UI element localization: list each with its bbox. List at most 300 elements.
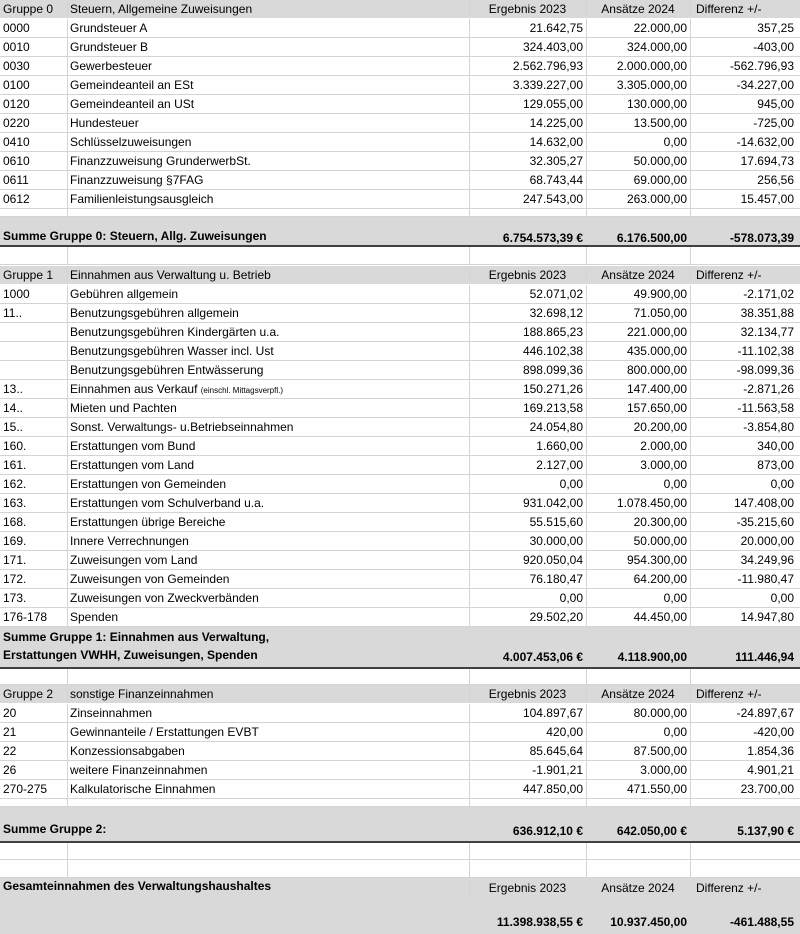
sum-plan[interactable]: 6.176.500,00 [616, 231, 687, 245]
cell-plan[interactable]: 0,00 [663, 591, 687, 605]
row-label-text: Innere Verrechnungen [70, 534, 189, 548]
table-row [0, 494, 800, 513]
grid-line [690, 456, 691, 474]
grid-line [469, 38, 470, 56]
cell-diff[interactable]: 945,00 [757, 97, 794, 111]
grid-line [586, 76, 587, 94]
grid-line [67, 513, 68, 531]
row-code[interactable]: 15.. [3, 420, 24, 434]
grid-line [586, 513, 587, 531]
cell-diff[interactable]: -11.102,38 [737, 344, 794, 358]
row-code[interactable]: 163. [3, 496, 27, 510]
row-label[interactable] [67, 742, 469, 760]
grid-line [67, 780, 68, 798]
column-header-plan[interactable]: Ansätze 2024 [601, 2, 675, 16]
cell-result[interactable]: 898.099,36 [522, 363, 583, 377]
cell-diff[interactable]: 147.408,00 [733, 496, 794, 510]
column-header-diff[interactable]: Differenz +/- [696, 268, 762, 282]
table-row [0, 342, 800, 361]
grid-line [586, 843, 587, 859]
grid-line [586, 95, 587, 113]
row-label[interactable] [67, 323, 469, 341]
cell-diff[interactable]: 0,00 [770, 591, 794, 605]
row-label[interactable] [67, 285, 469, 303]
sum-result[interactable]: 6.754.573,39 € [502, 231, 583, 245]
row-label[interactable] [67, 475, 469, 493]
row-label[interactable] [67, 589, 469, 607]
group-code-header[interactable]: Gruppe 0 [3, 2, 54, 16]
cell-plan[interactable]: 471.550,00 [626, 782, 687, 796]
total-result[interactable]: 11.398.938,55 € [496, 915, 583, 929]
row-label-text: Erstattungen vom Land [70, 458, 195, 472]
grid-line [469, 437, 470, 455]
cell-diff[interactable]: -11.980,47 [737, 572, 794, 586]
row-code[interactable]: 26 [3, 763, 17, 777]
empty-row [0, 843, 800, 860]
cell-diff[interactable]: -98.099,36 [736, 363, 794, 377]
sum-label-line-1: Summe Gruppe 1: Einnahmen aus Verwaltung, [3, 630, 270, 644]
table-row [0, 761, 800, 780]
cell-result[interactable]: 29.502,20 [529, 610, 583, 624]
cell-result[interactable]: 0,00 [559, 477, 583, 491]
table-row [0, 780, 800, 799]
row-label[interactable] [67, 456, 469, 474]
grid-line [469, 780, 470, 798]
grid-line [690, 799, 691, 806]
row-code[interactable]: 172. [3, 572, 27, 586]
cell-plan[interactable]: 20.200,00 [633, 420, 687, 434]
grid-line [67, 494, 68, 512]
row-code[interactable]: 168. [3, 515, 27, 529]
row-code[interactable]: 161. [3, 458, 27, 472]
sum-diff[interactable]: -578.073,39 [729, 231, 794, 245]
grid-line [469, 475, 470, 493]
row-label[interactable] [67, 190, 469, 208]
row-code[interactable]: 162. [3, 477, 27, 491]
group-code-header[interactable]: Gruppe 2 [3, 687, 54, 701]
cell-result[interactable]: 920.050,04 [522, 553, 583, 567]
sum-result[interactable]: 636.912,10 € [512, 824, 583, 838]
grid-line [67, 532, 68, 550]
grid-line [469, 761, 470, 779]
cell-diff[interactable]: 0,00 [770, 477, 794, 491]
table-row [0, 399, 800, 418]
grid-line [586, 608, 587, 626]
row-code[interactable] [0, 361, 67, 379]
cell-plan[interactable]: 221.000,00 [626, 325, 687, 339]
cell-plan[interactable]: 44.450,00 [633, 610, 687, 624]
cell-result[interactable]: 169.213,58 [522, 401, 583, 415]
grid-line [67, 742, 68, 760]
row-label[interactable] [67, 304, 469, 322]
table-row [0, 57, 800, 76]
cell-result[interactable]: 2.127,00 [536, 458, 583, 472]
row-code[interactable]: 173. [3, 591, 27, 605]
cell-diff[interactable]: 38.351,88 [740, 306, 794, 320]
row-code[interactable]: 0030 [3, 59, 30, 73]
row-code[interactable]: 22 [3, 744, 17, 758]
row-label[interactable] [67, 76, 469, 94]
cell-diff[interactable]: -562.796,93 [729, 59, 794, 73]
cell-diff[interactable]: 340,00 [757, 439, 794, 453]
cell-diff[interactable]: 34.249,96 [740, 553, 794, 567]
cell-result[interactable]: 32.305,27 [529, 154, 583, 168]
grid-line [469, 247, 470, 264]
cell-result[interactable]: 447.850,00 [522, 782, 583, 796]
grid-line [469, 570, 470, 588]
row-code[interactable]: 160. [3, 439, 27, 453]
cell-result[interactable]: 188.865,23 [522, 325, 583, 339]
total-diff[interactable]: -461.488,55 [729, 915, 794, 929]
cell-plan[interactable]: 3.000,00 [640, 763, 687, 777]
row-label[interactable] [67, 95, 469, 113]
cell-plan[interactable]: 3.000,00 [640, 458, 687, 472]
cell-plan[interactable]: 80.000,00 [633, 706, 687, 720]
cell-diff[interactable]: -34.227,00 [736, 78, 794, 92]
grid-line [586, 494, 587, 512]
row-label[interactable] [67, 608, 469, 626]
grid-line [586, 437, 587, 455]
row-label[interactable] [67, 38, 469, 56]
table-row [0, 361, 800, 380]
cell-result[interactable]: 14.632,00 [529, 135, 583, 149]
row-label[interactable] [67, 133, 469, 151]
table-row [0, 95, 800, 114]
cell-diff[interactable]: 873,00 [757, 458, 794, 472]
grid-line [469, 95, 470, 113]
row-label[interactable] [67, 570, 469, 588]
grid-line [469, 685, 470, 703]
row-label[interactable] [67, 704, 469, 722]
grid-line [690, 0, 691, 18]
grid-line [586, 551, 587, 569]
group-title-header[interactable]: Einnahmen aus Verwaltung u. Betrieb [70, 268, 271, 282]
cell-plan[interactable]: 3.305.000,00 [616, 78, 687, 92]
cell-result[interactable]: 931.042,00 [522, 496, 583, 510]
sum-diff[interactable]: 111.446,94 [735, 650, 794, 664]
column-header-plan[interactable]: Ansätze 2024 [601, 687, 675, 701]
cell-plan[interactable]: 954.300,00 [626, 553, 687, 567]
cell-plan[interactable]: 130.000,00 [626, 97, 687, 111]
cell-diff[interactable]: 23.700,00 [740, 782, 794, 796]
cell-diff[interactable]: -3.854,80 [743, 420, 794, 434]
column-header-result[interactable]: Ergebnis 2023 [488, 2, 567, 16]
cell-diff[interactable]: 32.134,77 [740, 325, 794, 339]
row-label-text: Familienleistungsausgleich [70, 192, 214, 206]
row-label[interactable] [67, 723, 469, 741]
cell-diff[interactable]: -2.871,26 [743, 382, 794, 396]
cell-plan[interactable]: 2.000,00 [640, 439, 687, 453]
cell-plan[interactable]: 87.500,00 [633, 744, 687, 758]
grid-line [67, 475, 68, 493]
grid-line [586, 704, 587, 722]
grid-line [586, 669, 587, 684]
grid-line [469, 342, 470, 360]
cell-plan[interactable]: 71.050,00 [633, 306, 687, 320]
row-label[interactable] [67, 513, 469, 531]
table-row [0, 38, 800, 57]
row-label[interactable] [67, 780, 469, 798]
cell-result[interactable]: 0,00 [559, 591, 583, 605]
row-code[interactable]: 270-275 [3, 782, 48, 796]
cell-result[interactable]: 324.403,00 [522, 40, 583, 54]
grid-line [469, 361, 470, 379]
cell-diff[interactable]: 357,25 [757, 21, 794, 35]
grid-line [67, 761, 68, 779]
grid-line [586, 380, 587, 398]
cell-result[interactable]: -1.901,21 [532, 763, 583, 777]
cell-diff[interactable]: 1.854,36 [747, 744, 794, 758]
grid-line [586, 685, 587, 703]
cell-plan[interactable]: 13.500,00 [633, 116, 687, 130]
grid-line [690, 171, 691, 189]
row-label[interactable] [67, 761, 469, 779]
cell-result[interactable]: 32.698,12 [529, 306, 583, 320]
cell-result[interactable]: 2.562.796,93 [512, 59, 583, 73]
cell-result[interactable]: 68.743,44 [529, 173, 583, 187]
row-code[interactable]: 20 [3, 706, 17, 720]
cell-result[interactable]: 14.225,00 [529, 116, 583, 130]
grid-line [469, 76, 470, 94]
cell-plan[interactable]: 50.000,00 [633, 534, 687, 548]
grid-line [469, 152, 470, 170]
cell-diff[interactable]: -403,00 [753, 40, 794, 54]
row-code[interactable] [0, 342, 67, 360]
grid-line [67, 860, 68, 877]
grid-line [586, 304, 587, 322]
grid-line [690, 76, 691, 94]
row-label-text: Erstattungen vom Bund [70, 439, 196, 453]
grid-line [469, 843, 470, 859]
row-code[interactable]: 0611 [3, 173, 29, 187]
cell-result[interactable]: 76.180,47 [529, 572, 583, 586]
row-label-note: (einschl. Mittagsverpfl.) [200, 386, 284, 395]
grid-line [586, 475, 587, 493]
grid-line [690, 551, 691, 569]
row-label[interactable] [67, 114, 469, 132]
sum-plan[interactable]: 4.118.900,00 [617, 650, 687, 664]
cell-result[interactable]: 85.645,64 [529, 744, 583, 758]
row-code[interactable]: 0010 [3, 40, 30, 54]
table-row [0, 133, 800, 152]
cell-diff[interactable]: -420,00 [753, 725, 794, 739]
grid-line [67, 0, 68, 18]
cell-diff[interactable]: -35.215,60 [736, 515, 794, 529]
sum-plan[interactable]: 642.050,00 € [616, 824, 687, 838]
column-header-result[interactable]: Ergebnis 2023 [488, 687, 567, 701]
grid-line [469, 57, 470, 75]
grid-line [469, 380, 470, 398]
grid-line [67, 190, 68, 208]
grid-line [690, 190, 691, 208]
cell-result[interactable]: 420,00 [546, 725, 583, 739]
grid-line [586, 532, 587, 550]
cell-plan[interactable]: 20.300,00 [633, 515, 687, 529]
cell-result[interactable]: 52.071,02 [529, 287, 583, 301]
column-header-plan[interactable]: Ansätze 2024 [601, 268, 675, 282]
row-label[interactable] [67, 532, 469, 550]
row-label-text: Grundsteuer B [70, 40, 149, 54]
row-label[interactable] [67, 494, 469, 512]
cell-plan[interactable]: 263.000,00 [626, 192, 687, 206]
row-code[interactable]: 0000 [3, 21, 30, 35]
column-header-diff[interactable]: Differenz +/- [696, 2, 762, 16]
cell-result[interactable]: 446.102,38 [522, 344, 583, 358]
cell-result[interactable]: 24.054,80 [529, 420, 583, 434]
row-code[interactable]: 13.. [3, 382, 24, 396]
cell-diff[interactable]: -11.563,58 [737, 401, 794, 415]
row-code[interactable]: 21 [3, 725, 17, 739]
row-code[interactable]: 0410 [3, 135, 30, 149]
cell-result[interactable]: 21.642,75 [529, 21, 583, 35]
cell-plan[interactable]: 49.900,00 [633, 287, 687, 301]
cell-plan[interactable]: 324.000,00 [626, 40, 687, 54]
grid-line [469, 418, 470, 436]
grid-line [67, 608, 68, 626]
grid-line [469, 704, 470, 722]
row-code[interactable]: 14.. [3, 401, 24, 415]
grid-line [469, 860, 470, 877]
cell-diff[interactable]: 256,56 [757, 173, 794, 187]
grid-line [586, 114, 587, 132]
column-header-result[interactable]: Ergebnis 2023 [488, 268, 567, 282]
sum-diff[interactable]: 5.137,90 € [737, 824, 794, 838]
row-code[interactable]: 171. [3, 553, 27, 567]
cell-diff[interactable]: -14.632,00 [736, 135, 794, 149]
grid-line [469, 171, 470, 189]
row-code[interactable]: 0220 [3, 116, 30, 130]
cell-diff[interactable]: 14.947,80 [740, 610, 794, 624]
row-code[interactable]: 11.. [3, 306, 23, 320]
cell-diff[interactable]: -725,00 [753, 116, 794, 130]
row-code[interactable]: 1000 [3, 287, 30, 301]
cell-diff[interactable]: 20.000,00 [740, 534, 794, 548]
grid-line [690, 114, 691, 132]
row-label[interactable] [67, 399, 469, 417]
total-label: Gesamteinnahmen des Verwaltungshaushaltes [3, 879, 272, 893]
cell-diff[interactable]: 4.901,21 [747, 763, 794, 777]
cell-plan[interactable]: 22.000,00 [633, 21, 687, 35]
group-title-header[interactable]: Steuern, Allgemeine Zuweisungen [70, 2, 253, 16]
cell-result[interactable]: 247.543,00 [522, 192, 583, 206]
cell-plan[interactable]: 1.078.450,00 [616, 496, 687, 510]
grid-line [67, 266, 68, 284]
cell-plan[interactable]: 147.400,00 [626, 382, 687, 396]
grid-line [586, 247, 587, 264]
grid-line [690, 608, 691, 626]
row-label[interactable] [67, 19, 469, 37]
row-label-text: Hundesteuer [70, 116, 139, 130]
row-label-text: Konzessionsabgaben [70, 744, 185, 758]
column-header-diff[interactable]: Differenz +/- [696, 881, 762, 895]
cell-result[interactable]: 129.055,00 [522, 97, 583, 111]
cell-plan[interactable]: 64.200,00 [633, 572, 687, 586]
grid-line [690, 475, 691, 493]
cell-plan[interactable]: 800.000,00 [626, 363, 687, 377]
row-label[interactable] [67, 437, 469, 455]
row-code[interactable]: 169. [3, 534, 27, 548]
row-label[interactable] [67, 152, 469, 170]
grid-line [586, 266, 587, 284]
cell-diff[interactable]: -2.171,02 [743, 287, 794, 301]
cell-result[interactable]: 30.000,00 [529, 534, 583, 548]
grid-line [586, 723, 587, 741]
grid-line [67, 570, 68, 588]
row-label[interactable] [67, 380, 469, 398]
grid-line [67, 114, 68, 132]
total-plan[interactable]: 10.937.450,00 [610, 915, 687, 929]
grid-line [586, 361, 587, 379]
sum-result[interactable]: 4.007.453,06 € [502, 650, 583, 664]
row-code[interactable] [0, 323, 67, 341]
row-label[interactable] [67, 171, 469, 189]
row-label-text: Zuweisungen von Gemeinden [70, 572, 230, 586]
group-title-header[interactable]: sonstige Finanzeinnahmen [70, 687, 214, 701]
row-label-text: Gebühren allgemein [70, 287, 179, 301]
row-code[interactable]: 176-178 [3, 610, 48, 624]
column-header-diff[interactable]: Differenz +/- [696, 687, 762, 701]
grid-line [690, 285, 691, 303]
row-label[interactable] [67, 551, 469, 569]
cell-plan[interactable]: 435.000,00 [626, 344, 687, 358]
row-code[interactable]: 0612 [3, 192, 30, 206]
table-row [0, 285, 800, 304]
row-label-text: Gewerbesteuer [70, 59, 153, 73]
grid-line [469, 456, 470, 474]
row-code[interactable]: 0120 [3, 97, 30, 111]
row-label-text: Zuweisungen von Zweckverbänden [70, 591, 259, 605]
cell-plan[interactable]: 0,00 [663, 477, 687, 491]
group-code-header[interactable]: Gruppe 1 [3, 268, 54, 282]
column-header-plan[interactable]: Ansätze 2024 [601, 881, 675, 895]
row-label[interactable] [67, 418, 469, 436]
cell-result[interactable]: 104.897,67 [522, 706, 583, 720]
cell-result[interactable]: 55.515,60 [529, 515, 583, 529]
row-label[interactable] [67, 57, 469, 75]
cell-result[interactable]: 1.660,00 [536, 439, 583, 453]
cell-diff[interactable]: 17.694,73 [740, 154, 794, 168]
column-header-result[interactable]: Ergebnis 2023 [488, 881, 567, 895]
cell-plan[interactable]: 50.000,00 [633, 154, 687, 168]
table-row [0, 380, 800, 399]
cell-diff[interactable]: -24.897,67 [736, 706, 794, 720]
cell-plan[interactable]: 2.000.000,00 [616, 59, 687, 73]
cell-diff[interactable]: 15.457,00 [740, 192, 794, 206]
table-row [0, 570, 800, 589]
cell-plan[interactable]: 0,00 [663, 135, 687, 149]
row-label-text: Zuweisungen vom Land [70, 553, 198, 567]
grid-line [690, 133, 691, 151]
grid-line [586, 0, 587, 18]
table-row [0, 513, 800, 532]
cell-result[interactable]: 150.271,26 [522, 382, 583, 396]
row-code[interactable]: 0610 [3, 154, 30, 168]
grid-line [690, 532, 691, 550]
grid-line [67, 418, 68, 436]
cell-plan[interactable]: 0,00 [663, 725, 687, 739]
row-label[interactable] [67, 361, 469, 379]
empty-row [0, 669, 800, 685]
grid-line [586, 342, 587, 360]
row-code[interactable]: 0100 [3, 78, 30, 92]
cell-result[interactable]: 3.339.227,00 [512, 78, 583, 92]
row-label[interactable] [67, 342, 469, 360]
cell-plan[interactable]: 69.000,00 [633, 173, 687, 187]
grid-line [586, 589, 587, 607]
cell-plan[interactable]: 157.650,00 [626, 401, 687, 415]
row-label-text: Gemeindeanteil an USt [70, 97, 195, 111]
grid-line [690, 780, 691, 798]
